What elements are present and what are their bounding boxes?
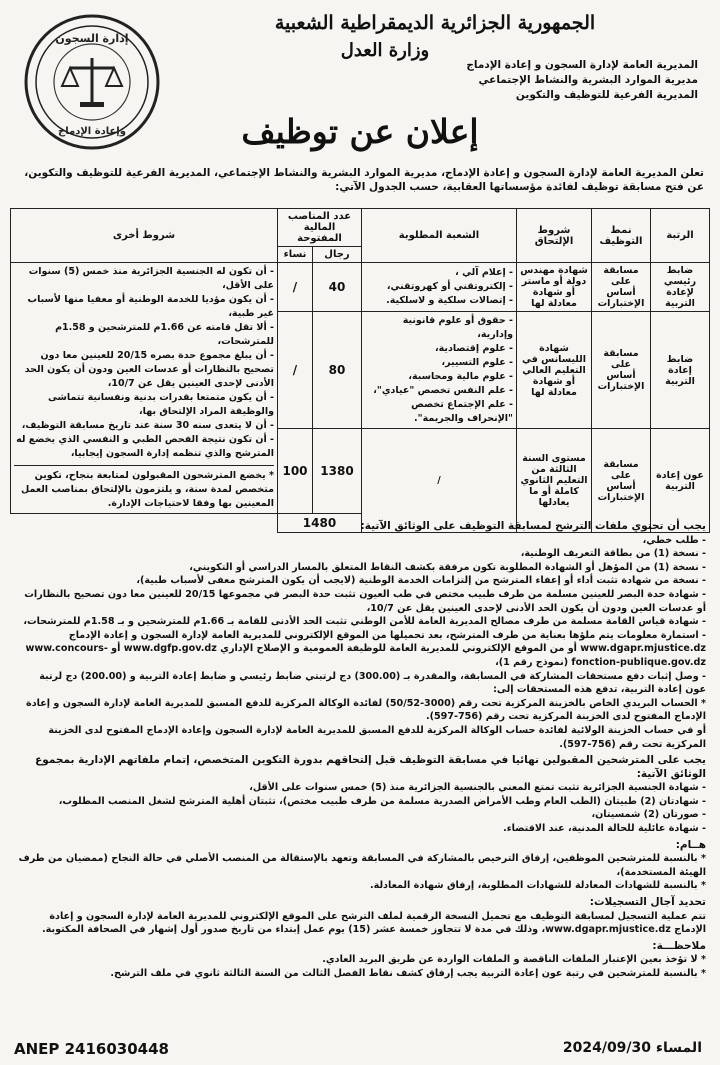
- intro-paragraph: تعلن المديرية العامة لإدارة السجون و إعادة الإدماج، مديرية الموارد البشرية والنشاط الإجتماعي، المديرية الفرعية للتوظيف والتكوين، عن فتح مسابقة توظيف لفائدة مؤسساتها العقابية، حسب الجدول الآتي:: [24, 167, 704, 193]
- branch-item: - حقوق أو علوم قانونية وإدارية،: [402, 315, 513, 340]
- men-count: 1380: [313, 429, 362, 514]
- note-item: * بالنسبة للمترشحين في رتبة عون إعادة التربية يجب إرفاق كشف نقاط الفصل الثالث من السنة الثالثة ثانوي في ملف الترشح.: [110, 968, 706, 979]
- access-cell: مستوى السنة الثالثة من التعليم الثانوي كاملة أو ما يعادلها: [517, 429, 592, 533]
- svg-text:إدارة السجون: إدارة السجون: [55, 32, 129, 45]
- mode-cell: مسابقة على أساس الإختبارات: [592, 312, 651, 429]
- women-count: /: [278, 312, 313, 429]
- men-count: 80: [313, 312, 362, 429]
- direction-line: المديرية العامة لإدارة السجون و إعادة الإدماج: [466, 59, 698, 71]
- branch-item: - إعلام آلي ،: [455, 267, 513, 278]
- rank-cell: ضابط إعادة التربية: [651, 312, 710, 429]
- accepted-doc-item: - شهادة الجنسية الجزائرية تثبت تمتع المعني بالجنسية الجزائرية منذ (5) خمس سنوات على الأقل،: [249, 782, 706, 794]
- training-note: * يخضع المترشحون المقبولون لمتابعة بنجاح، تكوين متخصص لمدة سنة، و يلتزمون بالإلتحاق بمناصب العمل المعينين بها وفقا لاحتياجات الإدارة.: [14, 465, 274, 511]
- table-header-row: [11, 209, 710, 247]
- branch-item: - إلكتروتقني أو كهروتقني،: [386, 281, 513, 292]
- ministry-name: وزارة العدل: [340, 40, 430, 61]
- other-conditions-cell: [11, 263, 278, 514]
- total-posts: 1480: [278, 514, 362, 533]
- note-item: * لا تؤخذ بعين الإعتبار الملفات الناقصة و الملفات الواردة عن طريق البريد العادي.: [322, 954, 706, 966]
- recruitment-table: [10, 208, 710, 533]
- deadline-text: تتم عملية التسجيل لمسابقة التوظيف مع تحميل النسخة الرقمية لملف الترشح على الموقع الإلكتروني للمديرية العامة لإدارة السجون و إعادة الإدماج www.dgapr.mjustice.dz، وذلك في مدة لا تتجاوز خمسة عشر (15) يوم عمل إبتداء من تاريخ صدور أول إشهار في الصحافة المكتوبة.: [42, 910, 706, 936]
- accepted-doc-item: - صورتان (2) شمسيتان،: [591, 809, 706, 821]
- condition-item: - أن تكون نتيجة الفحص الطبي و النفسي الذي يخضع له المترشح والذي تنظمه إدارة السجون إيجابيا،: [16, 434, 274, 459]
- branch-item: - علوم إقتصادية،: [435, 343, 513, 354]
- women-count: 100: [278, 429, 313, 514]
- accepted-heading: يجب على المترشحين المقبولين نهائيا في مسابقة التوظيف قبل إلتحاقهم بدورة التكوين المتخصص، إتمام ملفاتهم الإدارية بمجموع الوثائق الآتية:: [35, 754, 706, 780]
- branch-item: - علوم مالية ومحاسبة،: [408, 371, 513, 382]
- access-cell: شهادة مهندس دولة أو ماستر أو شهادة معادلة لها: [517, 263, 592, 312]
- condition-item: - أن يكون متمتعا بقدرات بدنية ونفسانية تتماشى والوظيفة المراد الإلتحاق بها،: [47, 392, 274, 417]
- important-item: * بالنسبة للشهادات المعادلة للشهادات المطلوبة، إرفاق شهادة المعادلة.: [369, 880, 706, 892]
- col-posts: عدد المناصب المالية المفتوحة: [278, 209, 362, 247]
- col-women: نساء: [278, 247, 313, 263]
- doc-item: - شهادة حدة البصر للعينين مسلمة من طرف طبيب مختص في طب العيون تثبت حدة البصر في مجموعها 20/15 للعينين معا دون تصحيح بالنظارات أو عدسات العين ودون أن يكون الحد الأدنى لإحدى العينين يقل عن 10/7،: [24, 588, 706, 614]
- direction-line: مديرية الموارد البشرية والنشاط الإجتماعي: [478, 74, 698, 86]
- docs-heading: يجب أن تحتوي ملفات الترشح لمسابقة التوظيف على الوثائق الآتية:: [360, 520, 706, 532]
- branch-item: - إتصالات سلكية و لاسلكية.: [386, 295, 513, 306]
- condition-item: - أن يكون مؤديا للخدمة الوطنية أو معفيا منها لأسباب غير طبية،: [27, 294, 274, 319]
- rank-cell: ضابط رئيسي لإعادة التربية: [651, 263, 710, 312]
- condition-item: - أن لا يتعدى سنه 30 سنة عند تاريخ مسابقة التوظيف،: [21, 420, 274, 431]
- col-access: شروط الإلتحاق: [517, 209, 592, 263]
- condition-item: - أن تكون له الجنسية الجزائرية منذ خمس (5) سنوات على الأقل،: [28, 266, 274, 291]
- col-mode: نمط التوظيف: [592, 209, 651, 263]
- table-row: [11, 263, 710, 312]
- men-count: 40: [313, 263, 362, 312]
- accepted-doc-item: - شهادتان (2) طبيتان (الطب العام وطب الأمراض الصدرية مسلمة من طرف طبيب مختص)، تثبتان أهلية المترشح لشغل المنصب المطلوب،: [58, 795, 706, 807]
- branch-cell: [362, 263, 517, 312]
- branch-item: - علم الإجتماع تخصص "الإنحراف والجريمة".: [411, 399, 513, 424]
- branch-item: - علم النفس تخصص "عيادي"،: [373, 385, 513, 396]
- mode-cell: مسابقة على أساس الإختبارات: [592, 429, 651, 533]
- doc-item: - استمارة معلومات يتم ملؤها بعناية من طرف المترشح، بعد تحميلها من الموقع الإلكتروني للمديرية العامة لإدارة السجون و إعادة الإدماج www.dgapr.mjustice.dz أو من الموقع الإلكتروني للمديرية العامة للوظيفة العمومية و الإصلاح الإداري www.dgfp.gov.dz أو www.concours-fonction-publique.gov.dz (نموذج رقم 1)،: [25, 629, 706, 668]
- publication-date: المساء 2024/09/30: [562, 1040, 702, 1056]
- col-other: شروط أخرى: [11, 209, 278, 263]
- payment-item: أو في حساب الخزينة الولائية لفائدة حساب الوكالة المركزية للدفع المسبق للمديرية العامة لإدارة السجون وإعادة الإدماج المفتوح لدى الخزينة المركزية تحت رقم (756-597).: [48, 724, 706, 750]
- col-branch: الشعبة المطلوبة: [362, 209, 517, 263]
- announcement-body: [16, 520, 706, 981]
- branch-cell: [362, 312, 517, 429]
- deadline-heading: تحديد آجال التسجيلات:: [589, 896, 706, 909]
- doc-item: - وصل إثبات دفع مستحقات المشاركة في المسابقة، والمقدرة بـ (300.00) دج لرتبتي ضابط رئيسي و ضابط إعادة التربية و (200.00) دج لرتبة عون إعادة التربية، تدفع هذه المستحقات إلى:: [39, 670, 706, 696]
- doc-item: - شهادة قياس القامة مسلمة من طرف مصالح المديرية العامة للأمن الوطني تثبت الحد الأدنى للقامة بـ 1.66م للمترشحين و بـ 1.58م للمترشحات،: [23, 616, 706, 628]
- direction-line: المديرية الفرعية للتوظيف والتكوين: [515, 89, 698, 101]
- condition-item: - ألا تقل قامته عن 1.66م للمترشحين و 1.58م للمترشحات،: [55, 322, 274, 347]
- republic-name: الجمهورية الجزائرية الديمقراطية الشعبية: [274, 12, 596, 34]
- issuing-directions: [448, 58, 698, 103]
- doc-item: - طلب خطي،: [642, 534, 706, 546]
- announcement-title: إعلان عن توظيف: [241, 112, 479, 151]
- branch-cell: /: [362, 429, 517, 533]
- important-heading: هــام:: [675, 838, 706, 851]
- svg-text:وإعادة الإدماج: وإعادة الإدماج: [58, 126, 126, 137]
- important-item: * بالنسبة للمترشحين الموظفين، إرفاق الترخيص بالمشاركة في المسابقة وتعهد بالإستقالة من المنصب الأصلي في حالة النجاح (ممضيان من طرف الهيئة المستخدمة)،: [18, 853, 706, 878]
- accepted-doc-item: - شهادة عائلية للحالة المدنية، عند الاقتضاء.: [503, 823, 706, 835]
- footer: [0, 1040, 720, 1064]
- anep-reference: ANEP 2416030448: [14, 1040, 169, 1058]
- rank-cell: عون إعادة التربية: [651, 429, 710, 533]
- condition-item: - أن يبلغ مجموع حدة بصره 20/15 للعينين معا دون تصحيح بالنظارات أو عدسات العين ودون أن يكون الحد الأدنى لإحدى العينين يقل عن 10/7،: [24, 350, 274, 389]
- branch-item: - علوم التسيير،: [441, 357, 513, 368]
- col-rank: الرتبة: [651, 209, 710, 263]
- payment-item: * الحساب البريدي الخاص بالخزينة المركزية تحت رقم (3000-50/52) لفائدة الوكالة المركزية للدفع المسبق للمديرية العامة لإدارة السجون و إعادة الإدماج المفتوح لدى الخزينة المركزية تحت رقم (756-597).: [26, 697, 706, 723]
- women-count: /: [278, 263, 313, 312]
- doc-item: - نسخة (1) من بطاقة التعريف الوطنية،: [520, 548, 706, 560]
- col-men: رجال: [313, 247, 362, 263]
- doc-item: - نسخة من شهادة تثبت أداء أو إعفاء المترشح من إلتزامات الخدمة الوطنية (لايجب أن يكون المترشح معفى لأسباب طبية)،: [136, 575, 706, 587]
- access-cell: شهادة الليسانس في التعليم العالي أو شهادة معادلة لها: [517, 312, 592, 429]
- doc-item: - نسخة (1) من المؤهل أو الشهادة المطلوبة تكون مرفقة بكشف النقاط المتعلق بالمسار الدراسي أو التكويني،: [189, 561, 706, 573]
- mode-cell: مسابقة على أساس الإختبارات: [592, 263, 651, 312]
- notes-heading: ملاحظـــة:: [652, 939, 706, 952]
